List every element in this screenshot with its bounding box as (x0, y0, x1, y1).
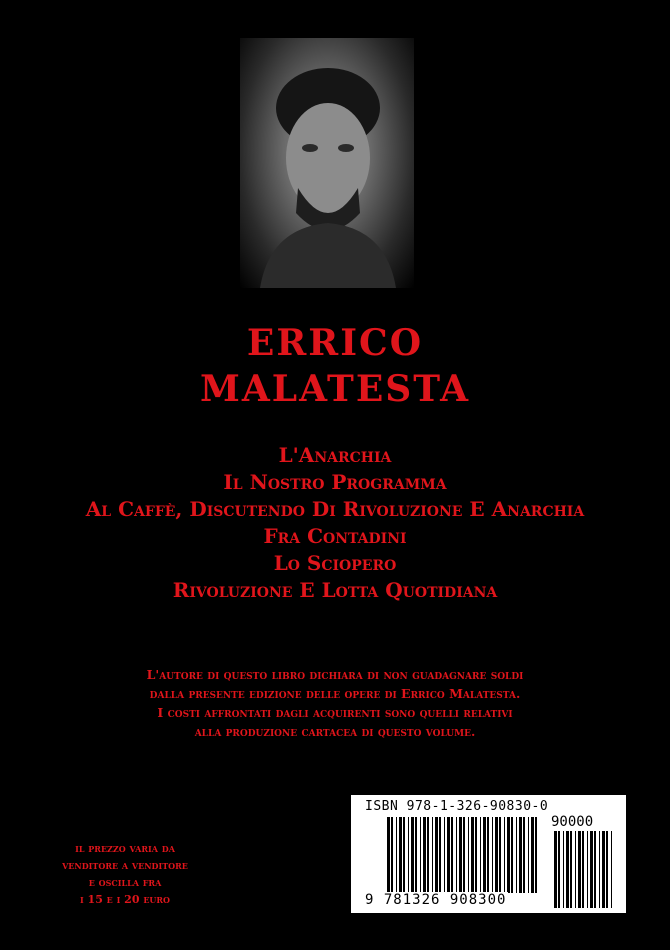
barcode-bar (391, 817, 393, 893)
barcode-bar (578, 831, 581, 908)
titles-list (0, 442, 670, 604)
author-first-name: ERRICO (246, 322, 424, 364)
title-item: Il Nostro Programma (223, 470, 447, 494)
price-code: 90000 (551, 814, 594, 830)
isbn-barcode (351, 795, 626, 913)
barcode-bar (599, 831, 600, 908)
barcode-bar (523, 817, 525, 893)
price-note (20, 840, 230, 908)
barcode-bar (535, 817, 537, 893)
barcode-bar (602, 831, 605, 908)
barcode-bar (507, 817, 510, 893)
barcode-bar (511, 817, 513, 893)
barcode-bar (399, 817, 402, 893)
disclaimer-line: dalla presente edizione delle opere di Errico Malatesta. (149, 686, 521, 701)
disclaimer-line: alla produzione cartacea di questo volume. (194, 724, 476, 739)
barcode-bar (558, 831, 560, 908)
barcode-bar (471, 817, 474, 893)
barcode-bar (495, 817, 498, 893)
barcode-bar (444, 817, 445, 893)
title-item: Lo Sciopero (273, 551, 397, 575)
barcode-addon-bars (554, 831, 612, 908)
barcode-bar (480, 817, 481, 893)
barcode-bar (528, 817, 529, 893)
title-item: L'Anarchia (278, 443, 392, 467)
disclaimer-line: I costi affrontati dagli acquirenti sono quelli relativi (157, 705, 513, 720)
barcode-bar (427, 817, 429, 893)
price-line: i 15 e i 20 euro (79, 893, 171, 906)
price-line: e oscilla fra (88, 876, 162, 889)
barcode-bar (606, 831, 608, 908)
barcode-bar (483, 817, 486, 893)
barcode-bar (396, 817, 397, 893)
barcode-bar (420, 817, 421, 893)
title-item: Al Caffè, Discutendo Di Rivoluzione E Anarchia (85, 497, 585, 521)
barcode-bar (570, 831, 572, 908)
barcode-bar (554, 831, 557, 908)
barcode-bar (403, 817, 405, 893)
barcode-bar (575, 831, 576, 908)
barcode-bar (468, 817, 469, 893)
barcode-bar (447, 817, 450, 893)
barcode-bar (451, 817, 453, 893)
barcode-bar (459, 817, 462, 893)
price-line: il prezzo varia da (75, 842, 175, 855)
barcode-bar (566, 831, 569, 908)
barcode-bar (415, 817, 417, 893)
barcode-bar (590, 831, 593, 908)
barcode-bar (519, 817, 522, 893)
barcode-bar (504, 817, 505, 893)
barcode-bar (423, 817, 426, 893)
barcode-bar (499, 817, 501, 893)
price-line: venditore a venditore (62, 859, 188, 872)
disclaimer-text (60, 665, 610, 741)
barcode-bar (463, 817, 465, 893)
author-last-name: MALATESTA (199, 368, 471, 410)
barcode-bar (594, 831, 596, 908)
title-item: Rivoluzione E Lotta Quotidiana (172, 578, 498, 602)
barcode-bar (531, 817, 534, 893)
barcode-bar (411, 817, 414, 893)
barcode-bar (432, 817, 433, 893)
barcode-bar (492, 817, 493, 893)
isbn-label: ISBN 978-1-326-90830-0 (365, 799, 549, 814)
barcode-bar (563, 831, 564, 908)
barcode-bar (456, 817, 457, 893)
disclaimer-line: L'autore di questo libro dichiara di non guadagnare soldi (146, 667, 524, 682)
barcode-bar (435, 817, 438, 893)
barcode-bar (611, 831, 612, 908)
title-item: Fra Contadini (263, 524, 407, 548)
barcode-bar (582, 831, 584, 908)
barcode-bars (387, 817, 539, 893)
barcode-bar (408, 817, 409, 893)
barcode-bar (475, 817, 477, 893)
barcode-bar (587, 831, 588, 908)
barcode-bar (387, 817, 390, 893)
barcode-bar (487, 817, 489, 893)
barcode-bar (439, 817, 441, 893)
ean-digits: 9 781326 908300 (365, 892, 507, 908)
barcode-bar (516, 817, 517, 893)
author-portrait (240, 38, 414, 288)
